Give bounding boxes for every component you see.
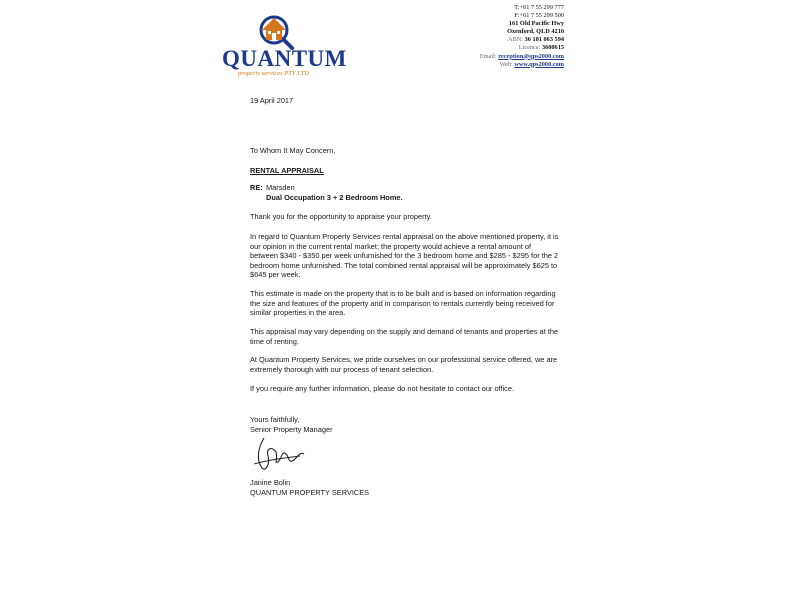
salutation: To Whom It May Concern, bbox=[250, 146, 336, 155]
brand-tagline: property services PTY LTD bbox=[238, 70, 309, 77]
paragraph-5: At Quantum Property Services, we pride ourselves on our professional service offered, we are extremely thorough with our process of tenant selection. bbox=[250, 355, 558, 374]
email-label: Email: bbox=[479, 52, 497, 60]
closing: Yours faithfully, bbox=[250, 415, 300, 424]
licence: 3600615 bbox=[541, 44, 564, 52]
contact-block bbox=[364, 4, 564, 69]
paragraph-3: This estimate is made on the property that is to be built and is based on information regarding the size and features of the property and in comparison to rentals currently being received for similar properties in the area. bbox=[250, 289, 556, 318]
abn: 36 101 063 594 bbox=[524, 36, 564, 44]
signer-title: Senior Property Manager bbox=[250, 425, 333, 434]
subject-heading: RENTAL APPRAISAL bbox=[250, 166, 324, 175]
letter-date: 19 April 2017 bbox=[250, 96, 294, 105]
signer-company: QUANTUM PROPERTY SERVICES bbox=[250, 488, 370, 497]
re-label: RE: bbox=[250, 183, 263, 192]
paragraph-4: This appraisal may vary depending on the supply and demand of tenants and properties at the time of renting. bbox=[250, 327, 559, 346]
re-line-1: Marsden bbox=[266, 183, 295, 192]
phone: T:+61 7 55 299 777 bbox=[514, 4, 564, 11]
web-link[interactable]: www.qps2000.com bbox=[514, 60, 564, 68]
street: 161 Old Pacific Hwy bbox=[508, 20, 564, 28]
company-logo bbox=[222, 12, 352, 78]
licence-label: Licence: bbox=[518, 44, 541, 52]
fax: F:+61 7 55 299 500 bbox=[514, 12, 564, 20]
paragraph-1: Thank you for the opportunity to appraise your property. bbox=[250, 212, 432, 221]
abn-label: ABN: bbox=[508, 36, 524, 44]
signature-image bbox=[250, 434, 310, 476]
city: Oxenford, QLD 4210 bbox=[507, 28, 564, 36]
web-label: Web: bbox=[499, 60, 513, 68]
signer-name: Janine Bolin bbox=[250, 478, 291, 487]
email-link[interactable]: reception@qps2000.com bbox=[498, 52, 564, 60]
re-line-2: Dual Occupation 3 + 2 Bedroom Home. bbox=[266, 193, 403, 202]
paragraph-2: In regard to Quantum Property Services rental appraisal on the above mentioned property, it is our opinion in the current rental market; the property would achieve a rental amount of between $340 - $350 per week unfurnished for the 3 bedroom home and $285 - $295 for the 2 bedroom home unfurnished. The total combined rental appraisal will be approximately $625 to $645 per week. bbox=[250, 232, 559, 280]
paragraph-6: If you require any further information, please do not hesitate to contact our office. bbox=[250, 384, 515, 393]
brand-name: QUANTUM bbox=[222, 46, 347, 71]
